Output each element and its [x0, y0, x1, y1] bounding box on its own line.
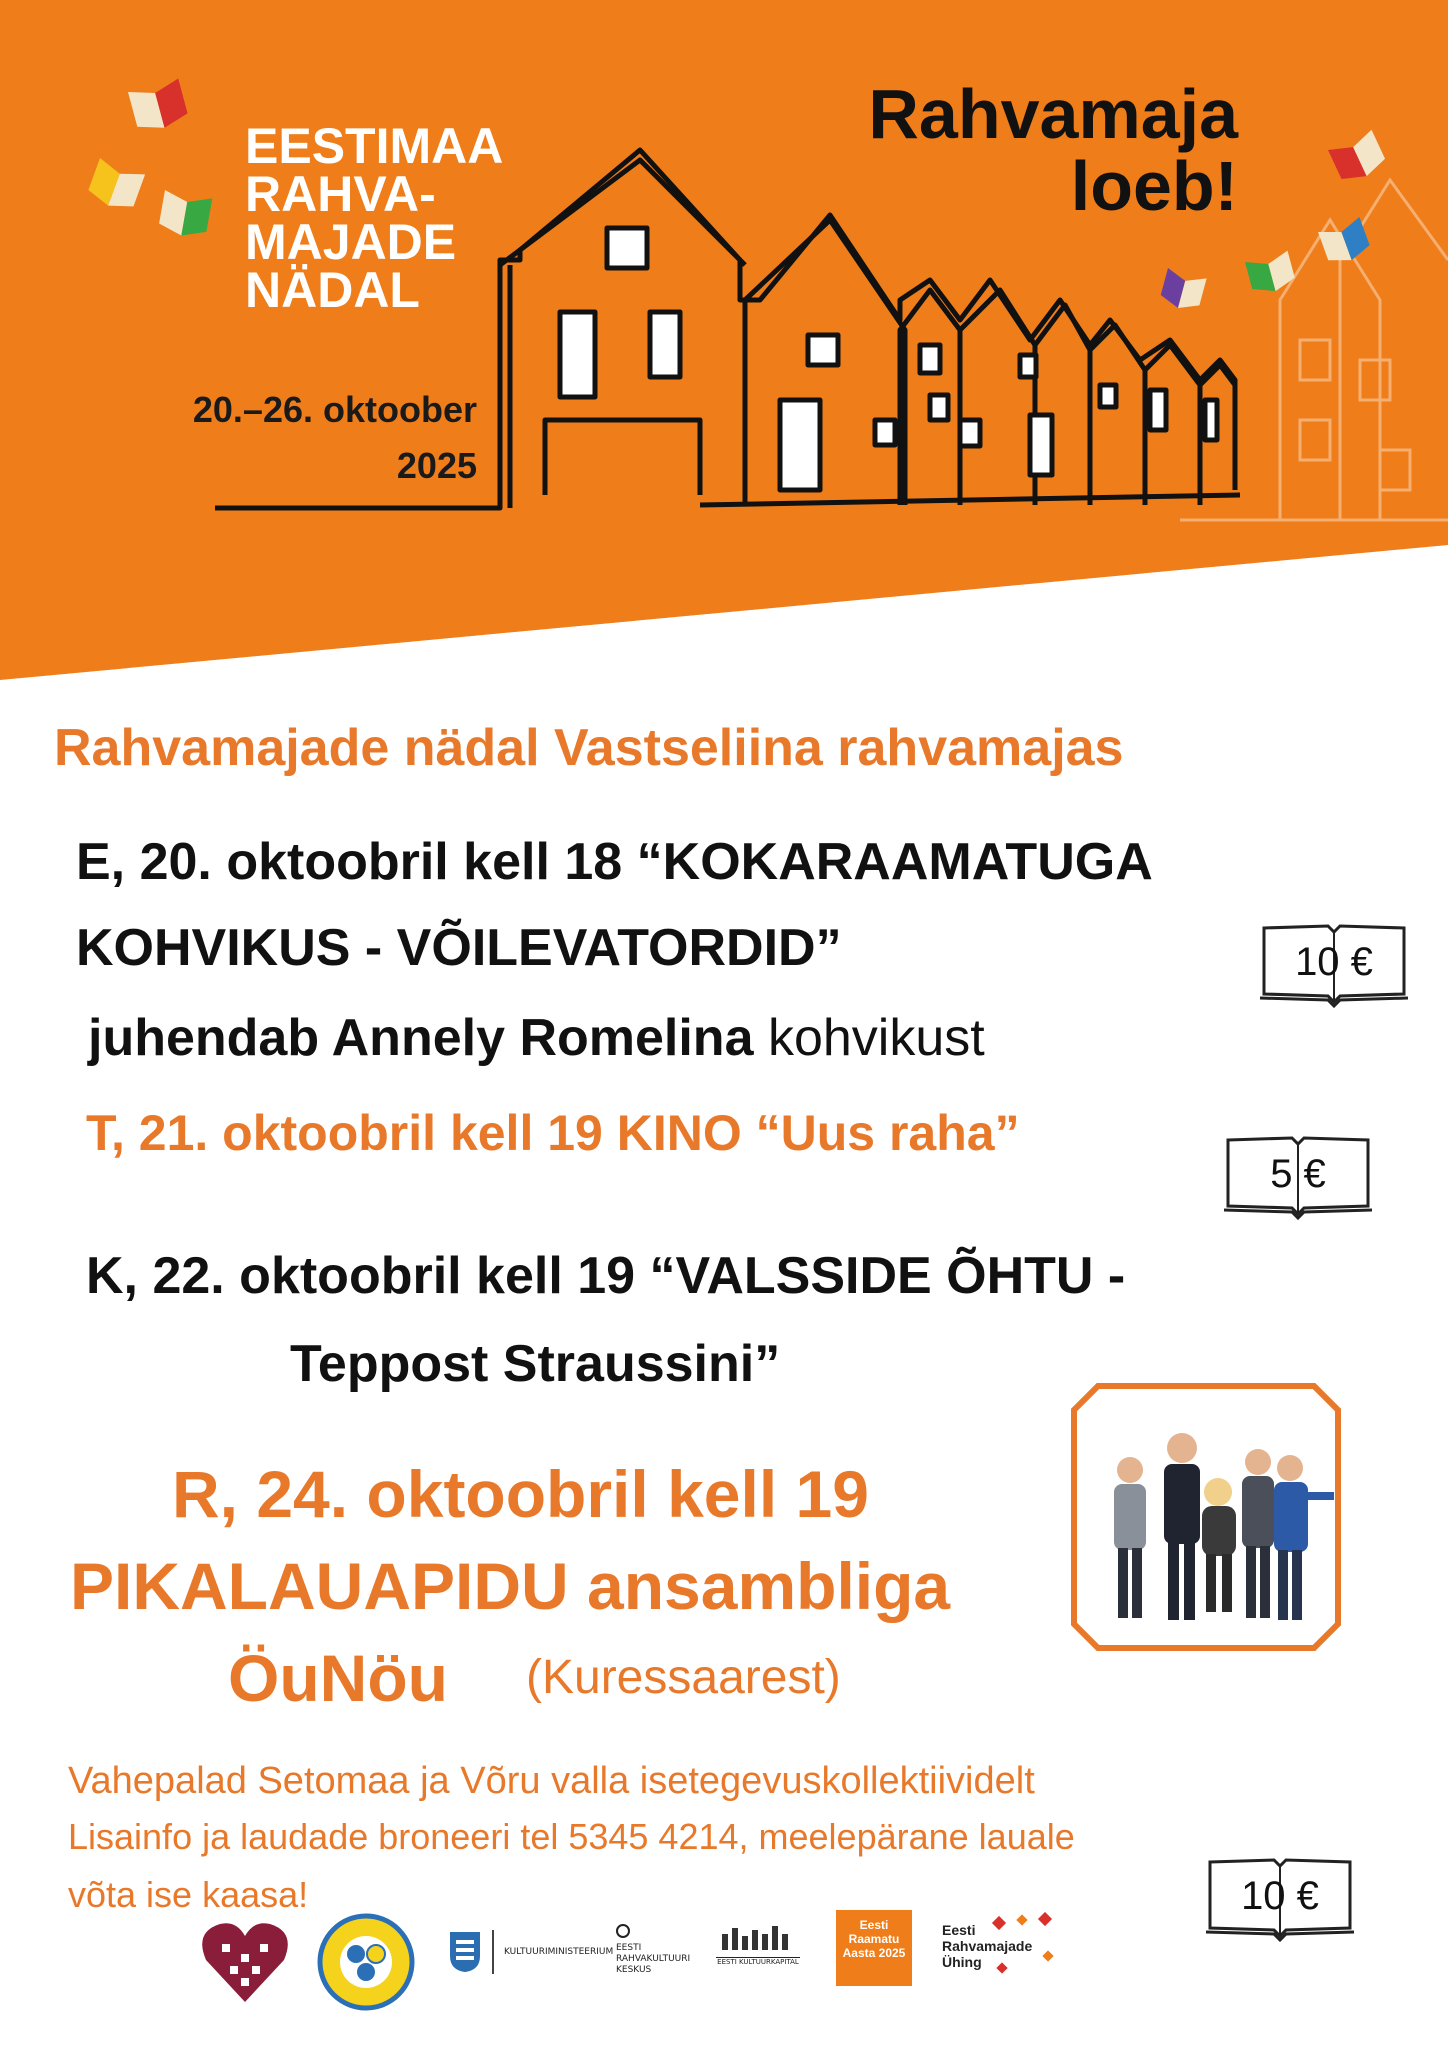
info-line-2: Lisainfo ja laudade broneeri tel 5345 4214, meelepärane lauale	[68, 1816, 1075, 1857]
price-book-1	[1258, 922, 1410, 1008]
event-3-line-1: K, 22. oktoobril kell 19 “VALSSIDE ÕHTU -	[86, 1247, 1126, 1305]
week-title-line: NÄDAL	[245, 262, 420, 318]
event-1-venue: kohvikust	[767, 1009, 985, 1067]
event-4-line-1: R, 24. oktoobril kell 19	[172, 1457, 869, 1531]
page-heading: Rahvamajade nädal Vastseliina rahvamajas	[54, 719, 1124, 777]
slogan-line: Rahvamaja	[868, 75, 1238, 153]
eesti-rahvamajade-uhing-logo	[942, 1912, 1062, 1970]
price-label: 10 €	[1241, 1874, 1319, 1918]
week-title-line: MAJADE	[245, 214, 457, 270]
event-1-line-2: KOHVIKUS - VÕILEVATORDID”	[76, 919, 842, 977]
week-title-line: RAHVA-	[245, 166, 436, 222]
event-1-host: juhendab Annely Romelina	[88, 1009, 754, 1067]
eesti-kultuurkapital-logo-icon	[718, 1924, 798, 1952]
kultuuriministeerium-logo	[448, 1930, 613, 1974]
band-photo	[1070, 1382, 1342, 1652]
event-1-line-1: E, 20. oktoobril kell 18 “KOKARAAMATUGA	[76, 833, 1153, 891]
date-range: 20.–26. oktoober	[192, 389, 477, 430]
heart-pattern-logo-icon	[200, 1918, 290, 2004]
event-3-line-2: Teppost Straussini”	[290, 1335, 781, 1393]
price-book-3	[1204, 1856, 1356, 1942]
week-title	[245, 118, 504, 318]
event-1-note	[88, 1008, 985, 1068]
band-photo-illustration	[1070, 1382, 1342, 1652]
slogan-line: loeb!	[1070, 147, 1238, 225]
eesti-raamatu-aasta-text: Eesti Raamatu Aasta 2025	[842, 1918, 906, 1960]
eesti-rahvakultuuri-keskus-text: EESTI RAHVAKULTUURI KESKUS	[616, 1943, 691, 1975]
band-name: ÖuNöu	[228, 1641, 448, 1715]
price-label: 10 €	[1295, 940, 1373, 984]
eesti-kultuurkapital-text: EESTI KULTUURKAPITAL	[717, 1958, 799, 1966]
event-4-line-2: PIKALAUAPIDU ansambliga	[70, 1549, 951, 1623]
info-line-3: võta ise kaasa!	[68, 1874, 309, 1915]
week-title-line: EESTIMAA	[245, 118, 504, 174]
eesti-raamatu-aasta-logo-icon	[836, 1910, 912, 1986]
band-origin: (Kuressaarest)	[526, 1651, 841, 1704]
event-2-line-1: T, 21. oktoobril kell 19 KINO “Uus raha”	[86, 1105, 1020, 1161]
eesti-rahvakultuuri-keskus-logo	[616, 1924, 698, 1976]
eesti-rahvamajade-uhing-text: Eesti Rahvamajade Ühing	[942, 1922, 1033, 1970]
eesti-kultuurkapital-logo	[716, 1924, 800, 1966]
price-label: 5 €	[1270, 1152, 1326, 1196]
week-dates	[112, 382, 477, 494]
eesti-rahvakultuuri-keskus-logo-icon	[616, 1924, 630, 1938]
year: 2025	[396, 445, 477, 486]
info-line-1: Vahepalad Setomaa ja Võru valla isetegevuskollektiividelt	[68, 1760, 1035, 1802]
voru-valla-kultuuri-ja-noorsootoo-keskus-logo-icon	[316, 1912, 416, 2012]
price-book-2	[1222, 1134, 1374, 1220]
kultuuriministeerium-text: KULTUURIMINISTEERIUM	[504, 1947, 614, 1957]
slogan	[790, 75, 1238, 225]
kultuuriministeerium-logo-icon	[448, 1930, 482, 1974]
